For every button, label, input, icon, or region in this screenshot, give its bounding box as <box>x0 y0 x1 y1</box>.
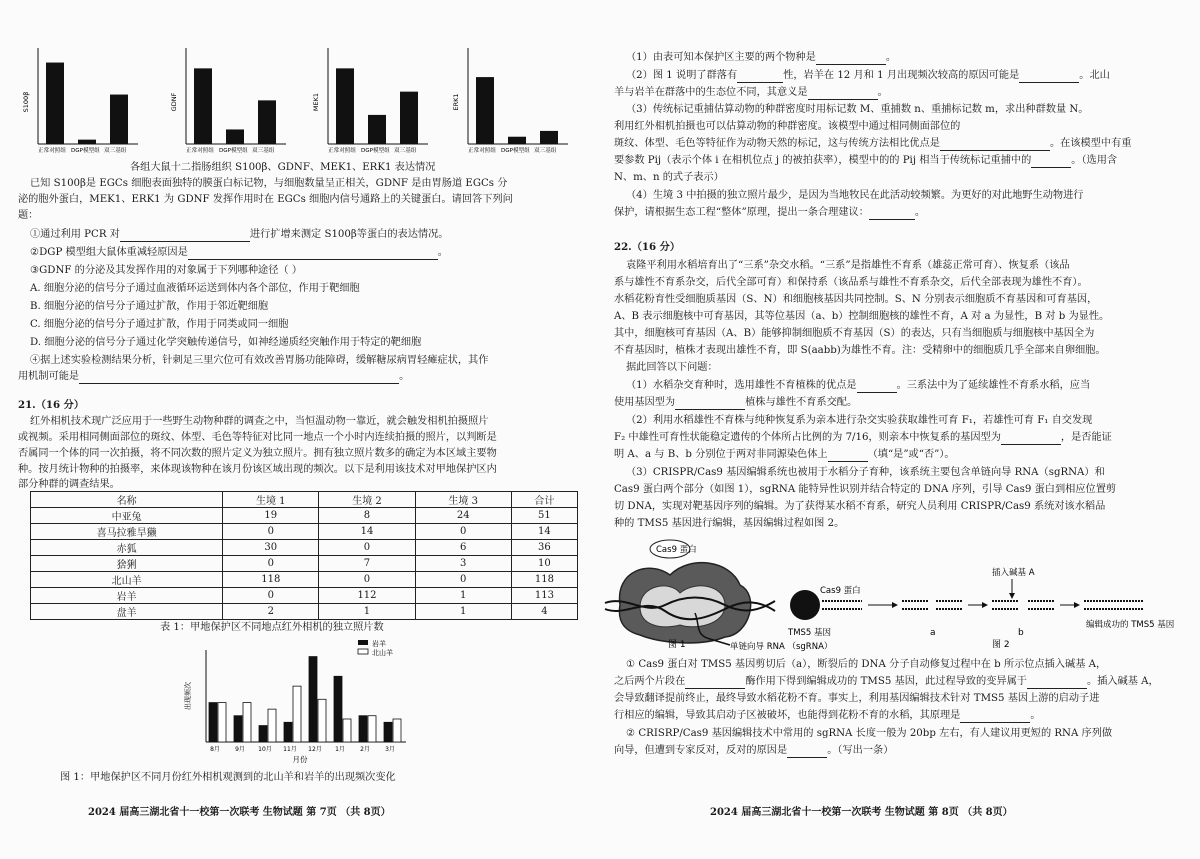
table-header-row <box>31 492 578 508</box>
cut-dna <box>902 601 962 609</box>
q21-3-cont-2: 斑纹、体型、毛色等特征作为动物天然的标记，这与传统方法相比优点是 。在该模型中有重 <box>614 138 1132 149</box>
q20-option-c: C. 细胞分泌的信号分子通过扩散，作用于同类或同一细胞 <box>30 319 289 330</box>
figure1-caption: 图 1：甲地保护区不同月份红外相机观测到的北山羊和岩羊的出现频次变化 <box>60 772 396 783</box>
mini-chart <box>170 48 286 154</box>
edited-label: 编辑成功的 TMS5 基因 <box>1086 620 1175 630</box>
bar-beishanyang <box>318 699 326 742</box>
q21-4: （4）生境 3 中拍摄的独立照片最少，是因为当地牧民在此活动较频繁。为更好的对此地野生动物进行 <box>626 190 1084 201</box>
q20-option-a: A. 细胞分泌的信号分子通过血液循环运送到体内各个部位，作用于靶细胞 <box>30 283 360 294</box>
table-cell: 2 <box>223 604 319 620</box>
table-cell: 0 <box>415 572 511 588</box>
cas9-label-2: Cas9 蛋白 <box>820 586 861 596</box>
q22-2: （2）利用水稻雄性不育株与纯种恢复系为亲本进行杂交实验获取雄性可育 F₁，若雄性可育 F₁ 自交发现 <box>626 415 1093 426</box>
table-cell: 30 <box>223 540 319 556</box>
bar-beishanyang <box>368 716 376 742</box>
q20-text-2: 泌的胞外蛋白，MEK1、ERK1 为 GDNF 发挥作用时在 EGCs 细胞内信号通路上的关键蛋白。请回答下列问 <box>18 194 513 205</box>
table-row <box>31 508 578 524</box>
q20-option-b: B. 细胞分泌的信号分子通过扩散，作用于邻近靶细胞 <box>30 301 269 312</box>
q20-text-1: 已知 S100β是 EGCs 细胞表面独特的膜蛋白标记物，与细胞数量呈正相关，GDNF 是由胃肠道 EGCs 分 <box>30 178 508 189</box>
table-header: 生境 2 <box>319 492 415 508</box>
arrow-1-head <box>892 602 898 608</box>
insert-label: 插入碱基 A <box>992 568 1035 578</box>
table-cell: 0 <box>319 572 415 588</box>
mini-chart-ylabel: GDNF <box>170 92 178 112</box>
q21-3-cont-4: N、m、n 的式子表示） <box>614 172 724 183</box>
table-row <box>31 588 578 604</box>
mini-chart-category: 双三基组 <box>394 148 417 154</box>
table-cell: 19 <box>223 508 319 524</box>
q20-sub-2: ②DGP 模型组大鼠体重减轻原因是 。 <box>30 247 448 258</box>
mini-chart-categories <box>38 146 127 154</box>
table-header: 合计 <box>511 492 577 508</box>
q22-text-6: 不育基因时，植株才表现出雄性不育，即 S(aabb)为雄性不育。注：受精卵中的细胞质几乎全部来自卵细胞。 <box>614 345 1106 356</box>
x-axis-label: 月份 <box>292 755 308 764</box>
table-cell: 赤狐 <box>31 540 223 556</box>
bar-beishanyang <box>243 703 251 742</box>
x-tick-label: 11月 <box>283 746 297 753</box>
mini-chart-bar <box>540 131 558 144</box>
q21-3: （3）传统标记重捕估算动物的种群密度时用标记数 M、重捕数 n、重捕标记数 m，求出种群数量 N。 <box>626 104 1089 115</box>
q21-text-3: 否属同一个体的同一次拍摄，将不同次数的照片定义为独立照片。拥有独立照片数多的确定为本区域主要物 <box>18 448 497 459</box>
table-cell: 1 <box>415 604 511 620</box>
table-cell: 112 <box>319 588 415 604</box>
table-cell: 36 <box>511 540 577 556</box>
table-cell: 0 <box>223 556 319 572</box>
bar-yanyang <box>259 726 267 742</box>
mini-charts-caption: 各组大鼠十二指肠组织 S100β、GDNF、MEK1、ERK1 表达情况 <box>130 162 436 173</box>
table-cell: 盘羊 <box>31 604 223 620</box>
species-table <box>30 491 578 620</box>
q22-heading: 22.（16 分） <box>614 241 681 253</box>
dna-segment <box>822 601 862 609</box>
arrow-2-head <box>982 602 988 608</box>
q22-2-cont-1: F₂ 中雄性可育性状能稳定遗传的个体所占比例的为 7/16，则亲本中恢复系的基因型为 ，是否能证 <box>614 432 1112 443</box>
x-tick-label: 10月 <box>258 746 272 753</box>
bar-beishanyang <box>343 719 351 742</box>
bar-yanyang <box>234 716 242 742</box>
q22-text-1: 袁隆平利用水稻培育出了“三系”杂交水稻。“三系”是指雄性不育系（雄蕊正常可育）、恢复系（该品 <box>626 260 1070 271</box>
table-cell: 7 <box>319 556 415 572</box>
q22-3-cont-1: Cas9 蛋白两个部分（如图 1），sgRNA 能特异性识别并结合特定的 DNA 序列，引导 Cas9 蛋白到相应位置剪 <box>614 484 1117 495</box>
mini-chart-category: 正常对照组 <box>38 148 66 154</box>
mini-chart-categories <box>468 146 557 154</box>
legend-swatch-yanyang <box>358 640 368 645</box>
table-cell: 中亚兔 <box>31 508 223 524</box>
mini-chart-bar <box>368 115 386 144</box>
crispr-diagram <box>600 535 1200 655</box>
table-cell: 118 <box>223 572 319 588</box>
q22-3: （3）CRISPR/Cas9 基因编辑系统也被用于水稻分子育种，该系统主要包含单链向导 RNA（sgRNA）和 <box>626 467 1105 478</box>
mini-chart-category: DGP模型组 <box>219 148 248 154</box>
q22-text-4: A、B 表示细胞核中可育基因，其等位基因（a、b）控制细胞核的雄性不育，A 对 a 为显性，B 对 b 为显性。 <box>614 311 1110 322</box>
table-cell: 3 <box>415 556 511 572</box>
q22-1: （1）水稻杂交育种时，选用雄性不育植株的优点是 。三系法中为了延续雄性不育系水稻，应当 <box>626 380 1091 391</box>
page-footer-7: 2024 届高三湖北省十一校第一次联考 生物试题 第 7页 （共 8页） <box>88 807 391 818</box>
table-header: 生境 3 <box>415 492 511 508</box>
mini-chart-bar <box>476 77 494 144</box>
cas9-ball <box>790 590 820 620</box>
mini-chart-bar <box>258 100 276 144</box>
q21-text-4: 种。按月统计物种的拍摄率，来体现该物种在该月份该区域出现的频次。以下是利用该技术对甲地保护区内 <box>18 464 497 475</box>
q20-sub-3: ③GDNF 的分泌及其发挥作用的对象属于下列哪种途径（ ） <box>30 265 303 276</box>
mini-chart-category: 双三基组 <box>534 148 557 154</box>
table-cell: 喜马拉雅旱獭 <box>31 524 223 540</box>
mini-chart-bar <box>508 137 526 144</box>
cas9-label: Cas9 蛋白 <box>656 545 697 555</box>
mini-chart-category: DGP模型组 <box>501 148 530 154</box>
q22-3-2: ② CRISRP/Cas9 基因编辑技术中常用的 sgRNA 长度一般为 20bp 左右，有人建议用更短的 RNA 序列做 <box>626 728 1113 739</box>
mini-chart <box>452 48 568 154</box>
table-cell: 猞猁 <box>31 556 223 572</box>
table-cell: 51 <box>511 508 577 524</box>
edited-dna <box>1084 601 1144 609</box>
bar-yanyang <box>209 703 217 742</box>
table-row <box>31 524 578 540</box>
legend-yanyang: 岩羊 <box>372 640 386 648</box>
step-b-label: b <box>1018 628 1024 638</box>
page-footer-8: 2024 届高三湖北省十一校第一次联考 生物试题 第 8页 （共 8页） <box>710 807 1013 818</box>
table-row <box>31 604 578 620</box>
mini-chart-bar <box>46 63 64 144</box>
mini-chart-bar <box>110 95 128 144</box>
mini-chart-categories <box>186 146 275 154</box>
bar-yanyang <box>284 722 292 742</box>
table-cell: 岩羊 <box>31 588 223 604</box>
mini-chart-categories <box>328 146 417 154</box>
mini-chart-bar <box>336 68 354 144</box>
q21-2-cont: 羊与岩羊在群落中的生态位不同，其意义是 。 <box>614 87 888 98</box>
mini-chart-ylabel: S100β <box>22 91 30 113</box>
q22-3-1-cont-2: 会导致翻译提前终止，最终导致水稻花粉不育。事实上，利用基因编辑技术针对 TMS5 基因上游的启动子进 <box>614 693 1100 704</box>
legend-beishanyang: 北山羊 <box>372 649 393 657</box>
x-tick-label: 2月 <box>360 746 370 753</box>
q20-sub-4: ④据上述实验检测结果分析，针刺足三里穴位可有效改善胃肠功能障碍，缓解糖尿病胃轻瘫症状，其作 <box>30 355 489 366</box>
q21-2: （2）图 1 说明了群落有 性，岩羊在 12 月和 1 月出现频次较高的原因可能是 。北山 <box>626 70 1110 81</box>
legend-swatch-beishanyang <box>358 649 368 654</box>
table-cell: 113 <box>511 588 577 604</box>
q20-sub-1: ①通过利用 PCR 对 进行扩增来测定 S100β等蛋白的表达情况。 <box>30 229 449 240</box>
insert-dna <box>992 579 1054 609</box>
q20-text-3: 题： <box>18 210 39 221</box>
mini-chart-ylabel: MEK1 <box>312 92 320 112</box>
sgrna-label: 单链向导 RNA （sgRNA） <box>730 642 833 652</box>
q22-text-5: 其中，细胞核可育基因（A、B）能够抑制细胞质不育基因（S）的表达，只有当细胞质与细胞核中基因全为 <box>614 328 1095 339</box>
mini-chart-category: 正常对照组 <box>186 148 214 154</box>
q21-text-2: 或视频。采用相同侧面部位的斑纹、体型、毛色等特征对比同一地点一个小时内连续拍摄的照片，以判断是 <box>18 432 497 443</box>
cas9-complex <box>605 540 775 645</box>
arrow-3-head <box>1074 602 1080 608</box>
table-body <box>31 508 578 620</box>
table-cell: 8 <box>319 508 415 524</box>
mini-chart-category: DGP模型组 <box>71 148 100 154</box>
q22-3-1-cont-3: 行相应的编辑，导致其启动子区被破坏，也能得到花粉不育的水稻，其原理是 。 <box>614 710 1041 721</box>
mini-chart-category: 双三基组 <box>104 148 127 154</box>
q22-3-cont-2: 切 DNA，实现对靶基因序列的编辑。为了获得某水稻不育系，研究人员利用 CRISPR/Cas9 系统对该水稻品 <box>614 501 1106 512</box>
q22-text-3: 水稻花粉育性受细胞质基因（S、N）和细胞核基因共同控制。S、N 分别表示细胞质不育基因和可育基因， <box>614 294 1098 305</box>
bar-beishanyang <box>218 703 226 742</box>
q20-option-d: D. 细胞分泌的信号分子通过化学突触传递信号，如神经递质经突触作用于特定的靶细胞 <box>30 337 422 348</box>
bar-yanyang <box>384 722 392 742</box>
monthly-bar-chart <box>180 636 440 766</box>
mini-chart-bar <box>226 129 244 144</box>
table-cell: 10 <box>511 556 577 572</box>
q22-3-cont-3: 种的 TMS5 基因进行编辑，基因编辑过程如图 2。 <box>614 518 845 529</box>
x-tick-label: 12月 <box>308 746 322 753</box>
table-cell: 14 <box>511 524 577 540</box>
table-cell: 0 <box>223 588 319 604</box>
table-row <box>31 540 578 556</box>
bar-yanyang <box>309 657 317 742</box>
bar-yanyang <box>359 716 367 742</box>
q22-text-7: 据此回答以下问题： <box>626 362 718 373</box>
q21-text-1: 红外相机技术现广泛应用于一些野生动物种群的调查之中，当恒温动物一靠近，就会触发相机拍摄照片 <box>30 416 489 427</box>
table-cell: 0 <box>223 524 319 540</box>
mini-chart <box>312 48 428 154</box>
table-cell: 1 <box>319 604 415 620</box>
mini-chart-ylabel: ERK1 <box>452 93 460 111</box>
bar-yanyang <box>334 676 342 742</box>
x-tick-label: 8月 <box>210 746 220 753</box>
x-tick-label: 3月 <box>385 746 395 753</box>
q22-3-2-cont: 向导，但遭到专家反对，反对的原因是 。（写出一条） <box>614 745 894 756</box>
q22-2-cont-2: 明 A、a 与 B、b 分别位于两对非同源染色体上 （填“是”或“否”）。 <box>614 449 955 460</box>
mini-chart-bar <box>194 68 212 144</box>
q21-heading: 21.（16 分） <box>18 399 85 411</box>
q22-1-cont: 使用基因型为 植株与雄性不育系交配。 <box>614 397 858 408</box>
q21-3-cont-3: 要参数 Pij（表示个体 i 在相机位点 j 的被拍获率），模型中的的 Pij 相当于传统标记重捕中的 。（选用含 <box>614 155 1118 166</box>
table-cell: 0 <box>319 540 415 556</box>
q21-1: （1）由表可知本保护区主要的两个物种是 。 <box>626 52 897 63</box>
table-header: 生境 1 <box>223 492 319 508</box>
tms5-label: TMS5 基因 <box>788 628 832 638</box>
q20-sub-4-cont: 用机制可能是 。 <box>18 371 410 382</box>
right-page <box>600 0 1200 859</box>
q21-text-5: 部分种群的调查结果。 <box>18 479 120 490</box>
q22-3-1-cont: 之后两个片段在 酶作用下得到编辑成功的 TMS5 基因，此过程导致的变异属于 。插入碱基 A， <box>614 676 1159 687</box>
table-cell: 0 <box>415 524 511 540</box>
x-tick-label: 1月 <box>335 746 345 753</box>
table-cell: 24 <box>415 508 511 524</box>
table-cell: 118 <box>511 572 577 588</box>
q21-3-cont-1: 利用红外相机拍摄也可以估算动物的种群密度。该模型中通过相同侧面部位的 <box>614 121 961 132</box>
table-caption: 表 1：甲地保护区不同地点红外相机的独立照片数 <box>160 622 384 633</box>
table-cell: 1 <box>415 588 511 604</box>
q21-4-cont: 保护，请根据生态工程“整体”原理，提出一条合理建议： 。 <box>614 207 926 218</box>
q22-text-2: 系与雄性不育系杂交，后代全部可育）和保持系（该品系与雄性不育系杂交，后代全部表现为雄性不育）。 <box>614 277 1088 288</box>
bar-beishanyang <box>268 709 276 742</box>
mini-chart-category: 双三基组 <box>252 148 275 154</box>
y-axis-label: 出现频次 <box>184 682 192 710</box>
mini-chart-category: 正常对照组 <box>468 148 496 154</box>
table-cell: 14 <box>319 524 415 540</box>
step-a-label: a <box>930 628 936 638</box>
bar-beishanyang <box>393 719 401 742</box>
table-cell: 北山羊 <box>31 572 223 588</box>
mini-chart <box>22 48 138 154</box>
mini-chart-bar <box>400 92 418 144</box>
fig2-label: 图 2 <box>992 640 1010 650</box>
table-cell: 4 <box>511 604 577 620</box>
table-row <box>31 556 578 572</box>
x-tick-label: 9月 <box>235 746 245 753</box>
mini-chart-bar <box>78 140 96 144</box>
mini-chart-category: DGP模型组 <box>361 148 390 154</box>
table-header: 名称 <box>31 492 223 508</box>
table-cell: 6 <box>415 540 511 556</box>
mini-chart-category: 正常对照组 <box>328 148 356 154</box>
bar-beishanyang <box>293 686 301 742</box>
q22-3-1: ① Cas9 蛋白对 TMS5 基因剪切后（a），断裂后的 DNA 分子自动修复过程中在 b 所示位点插入碱基 A， <box>626 659 1107 670</box>
fig1-label: 图 1 <box>668 640 686 650</box>
table-row <box>31 572 578 588</box>
